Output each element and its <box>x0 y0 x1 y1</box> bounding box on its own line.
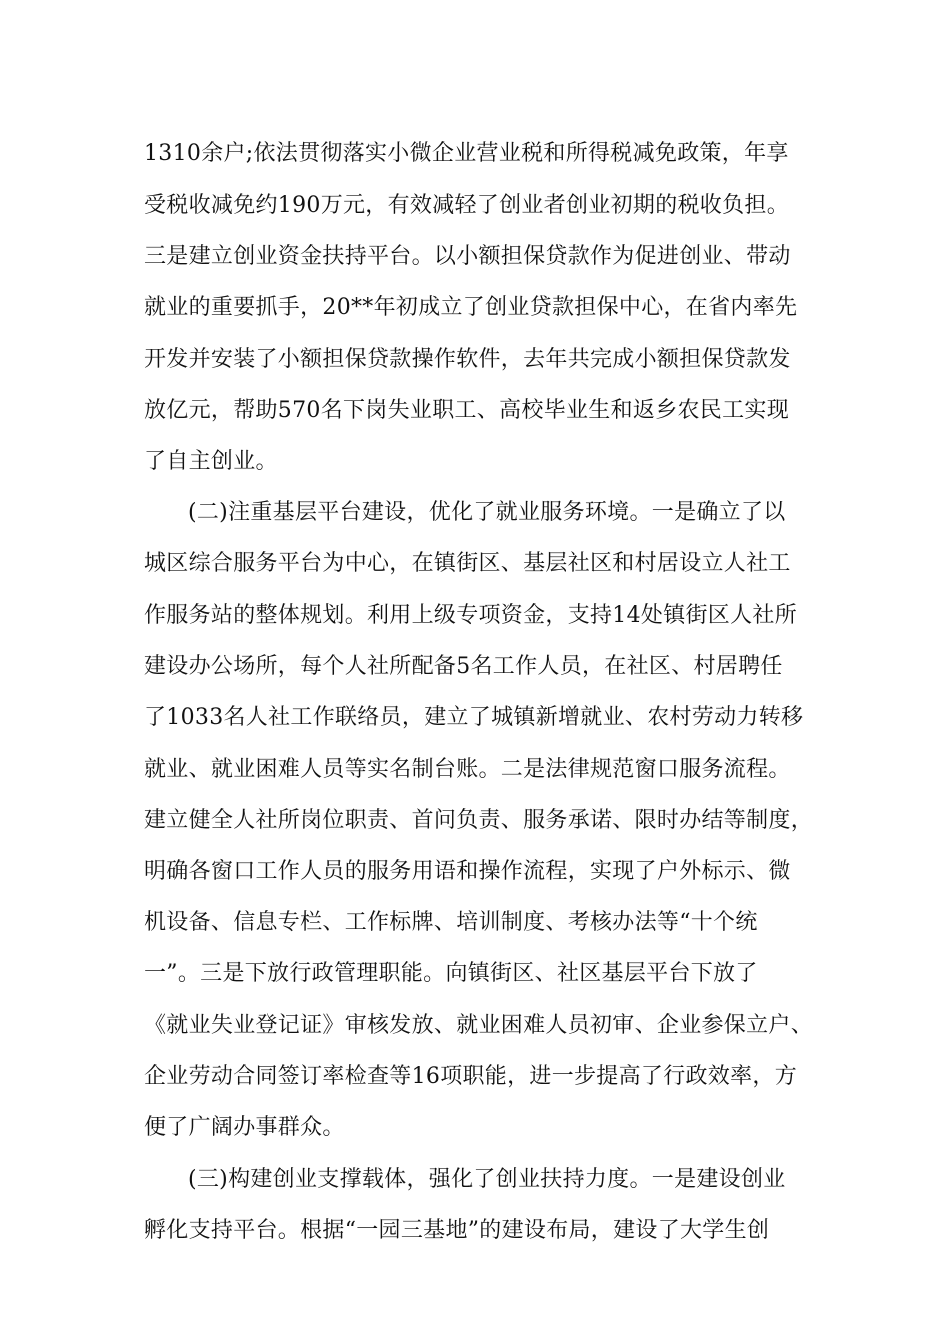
text-line-4: 就业的重要抓手，20**年初成立了创业贷款担保中心，在省内率先 <box>144 295 798 320</box>
text-line-7: 了自主创业。 <box>144 449 278 474</box>
text-line-6: 放亿元，帮助570名下岗失业职工、高校毕业生和返乡农民工实现 <box>144 398 789 423</box>
text-line-2: 受税收减免约190万元，有效减轻了创业者创业初期的税收负担。 <box>144 193 789 218</box>
text-line-20: 便了广阔办事群众。 <box>144 1115 345 1140</box>
text-line-14: 建立健全人社所岗位职责、首问负责、服务承诺、限时办结等制度， <box>144 808 814 833</box>
text-line-5: 开发并安装了小额担保贷款操作软件，去年共完成小额担保贷款发 <box>144 347 791 372</box>
text-line-13: 就业、就业困难人员等实名制台账。二是法律规范窗口服务流程。 <box>144 757 791 782</box>
text-line-17: 一”。三是下放行政管理职能。向镇街区、社区基层平台下放了 <box>144 961 758 986</box>
text-line-19: 企业劳动合同签订率检查等16项职能，进一步提高了行政效率，方 <box>144 1064 797 1089</box>
text-line-11: 建设办公场所，每个人社所配备5名工作人员，在社区、村居聘任 <box>144 654 783 679</box>
text-line-15: 明确各窗口工作人员的服务用语和操作流程，实现了户外标示、微 <box>144 859 791 884</box>
text-line-12: 了1033名人社工作联络员，建立了城镇新增就业、农村劳动力转移 <box>144 705 804 730</box>
paragraph-3-start: (三)构建创业支撑载体，强化了创业扶持力度。一是建设创业 <box>188 1167 786 1192</box>
text-line-10: 作服务站的整体规划。利用上级专项资金，支持14处镇街区人社所 <box>144 603 797 628</box>
text-line-16: 机设备、信息专栏、工作标牌、培训制度、考核办法等“十个统 <box>144 910 758 935</box>
text-line-1: 1310余户;依法贯彻落实小微企业营业税和所得税减免政策，年享 <box>144 141 789 166</box>
text-line-22: 孵化支持平台。根据“一园三基地”的建设布局，建设了大学生创 <box>144 1218 770 1243</box>
text-line-3: 三是建立创业资金扶持平台。以小额担保贷款作为促进创业、带动 <box>144 244 791 269</box>
paragraph-2-start: (二)注重基层平台建设，优化了就业服务环境。一是确立了以 <box>188 500 786 525</box>
text-line-18: 《就业失业登记证》审核发放、就业困难人员初审、企业参保立户、 <box>144 1013 814 1038</box>
text-line-9: 城区综合服务平台为中心，在镇街区、基层社区和村居设立人社工 <box>144 551 791 576</box>
